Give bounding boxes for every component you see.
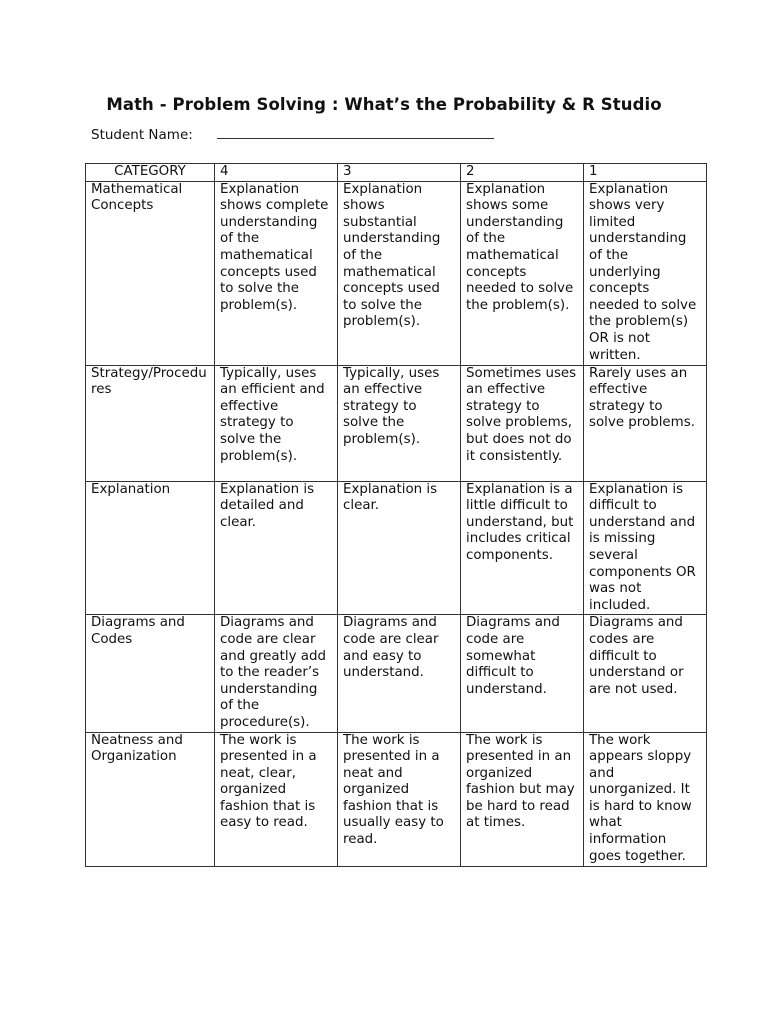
header-score-1: 1 — [584, 164, 707, 182]
category-cell: Explanation — [86, 481, 215, 615]
criteria-cell-1: Explanation is difficult to understand and is missing several components OR was not included. — [584, 481, 707, 615]
criteria-cell-3: Typically, uses an effective strategy to solve the problem(s). — [338, 365, 461, 481]
criteria-cell-3: Diagrams and code are clear and easy to understand. — [338, 615, 461, 732]
criteria-cell-1: Explanation shows very limited understanding of the underlying concepts needed to solve the problem(s) OR is not written. — [584, 181, 707, 365]
rubric-row-strategy-procedures — [86, 365, 707, 481]
rubric-row-diagrams-and-codes — [86, 615, 707, 732]
criteria-cell-2: Explanation shows some understanding of the mathematical concepts needed to solve the problem(s). — [461, 181, 584, 365]
header-score-3: 3 — [338, 164, 461, 182]
criteria-cell-1: The work appears sloppy and unorganized. It is hard to know what information goes together. — [584, 732, 707, 866]
criteria-cell-3: The work is presented in a neat and organized fashion that is usually easy to read. — [338, 732, 461, 866]
category-cell: Strategy/Procedures — [86, 365, 215, 481]
criteria-cell-2: Sometimes uses an effective strategy to solve problems, but does not do it consistently. — [461, 365, 584, 481]
criteria-cell-4: Explanation is detailed and clear. — [215, 481, 338, 615]
student-name-label: Student Name: — [91, 127, 193, 143]
student-name-blank-line — [217, 126, 494, 139]
criteria-cell-2: The work is presented in an organized fashion but may be hard to read at times. — [461, 732, 584, 866]
rubric-header-row — [86, 164, 707, 182]
header-category: CATEGORY — [86, 164, 215, 182]
header-score-4: 4 — [215, 164, 338, 182]
criteria-cell-3: Explanation shows substantial understanding of the mathematical concepts used to solve the problem(s). — [338, 181, 461, 365]
criteria-cell-4: Explanation shows complete understanding of the mathematical concepts used to solve the problem(s). — [215, 181, 338, 365]
rubric-row-neatness-and-organization — [86, 732, 707, 866]
rubric-row-explanation — [86, 481, 707, 615]
criteria-cell-1: Rarely uses an effective strategy to solve problems. — [584, 365, 707, 481]
student-name-row — [91, 126, 494, 143]
criteria-cell-3: Explanation is clear. — [338, 481, 461, 615]
header-score-2: 2 — [461, 164, 584, 182]
criteria-cell-2: Diagrams and code are somewhat difficult to understand. — [461, 615, 584, 732]
criteria-cell-1: Diagrams and codes are difficult to understand or are not used. — [584, 615, 707, 732]
category-cell: Diagrams and Codes — [86, 615, 215, 732]
criteria-cell-4: The work is presented in a neat, clear, organized fashion that is easy to read. — [215, 732, 338, 866]
criteria-cell-4: Diagrams and code are clear and greatly add to the reader’s understanding of the procedure(s). — [215, 615, 338, 732]
category-cell: Mathematical Concepts — [86, 181, 215, 365]
rubric-table — [85, 163, 707, 867]
criteria-cell-2: Explanation is a little difficult to understand, but includes critical components. — [461, 481, 584, 615]
rubric-row-mathematical-concepts — [86, 181, 707, 365]
criteria-cell-4: Typically, uses an efficient and effective strategy to solve the problem(s). — [215, 365, 338, 481]
page-title: Math - Problem Solving : What’s the Probability & R Studio — [106, 95, 662, 114]
category-cell: Neatness and Organization — [86, 732, 215, 866]
